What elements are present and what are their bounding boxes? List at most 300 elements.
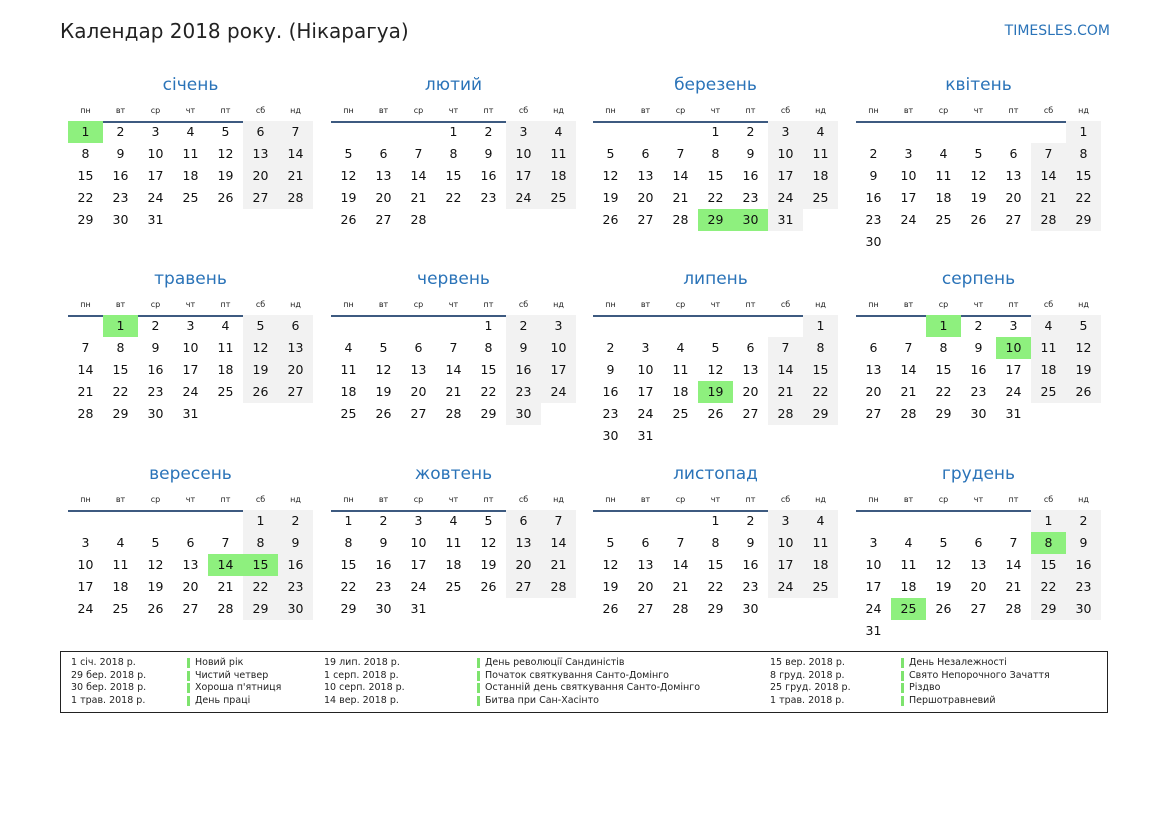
day-cell: 20 bbox=[375, 190, 392, 205]
day-cell: 13 bbox=[506, 532, 541, 554]
day-cell: 2 bbox=[379, 513, 388, 528]
day-cell: 20 bbox=[865, 384, 882, 399]
day-cell: 18 bbox=[803, 554, 838, 576]
day-cell: 30 bbox=[506, 403, 541, 425]
day-cell: 4 bbox=[344, 340, 353, 355]
weekday-label: вт bbox=[640, 106, 651, 115]
holiday-name: Останній день святкування Санто-Домінго bbox=[485, 682, 701, 694]
day-cell: 22 bbox=[480, 384, 497, 399]
day-cell: 19 bbox=[1066, 359, 1101, 381]
day-cell: 4 bbox=[541, 121, 576, 143]
holiday-day-cell: 14 bbox=[208, 554, 243, 576]
day-cell: 27 bbox=[637, 212, 654, 227]
day-cell: 12 bbox=[243, 337, 278, 359]
day-cell: 22 bbox=[707, 579, 724, 594]
day-cell: 29 bbox=[935, 406, 952, 421]
day-cell: 17 bbox=[768, 165, 803, 187]
day-cell: 30 bbox=[865, 234, 882, 249]
day-cell: 28 bbox=[1005, 601, 1022, 616]
day-cell: 1 bbox=[1066, 121, 1101, 143]
day-cell: 13 bbox=[243, 143, 278, 165]
holiday-day-cell: 29 bbox=[698, 209, 733, 231]
day-cell: 13 bbox=[637, 557, 654, 572]
weekday-label: нд bbox=[1078, 300, 1089, 309]
day-cell: 27 bbox=[410, 406, 427, 421]
holiday-marker bbox=[187, 658, 190, 668]
day-cell: 2 bbox=[116, 124, 125, 139]
day-cell: 16 bbox=[742, 168, 759, 183]
day-cell: 30 bbox=[742, 601, 759, 616]
day-cell: 28 bbox=[900, 406, 917, 421]
day-cell: 1 bbox=[711, 513, 720, 528]
day-cell: 20 bbox=[970, 579, 987, 594]
holiday-date: 1 серп. 2018 р. bbox=[324, 669, 399, 681]
day-cell: 5 bbox=[974, 146, 983, 161]
holiday-date: 1 трав. 2018 р. bbox=[71, 695, 146, 707]
day-cell: 1 bbox=[711, 124, 720, 139]
day-cell: 31 bbox=[637, 428, 654, 443]
weekday-label: ср bbox=[675, 300, 686, 309]
day-cell: 8 bbox=[939, 340, 948, 355]
day-cell: 12 bbox=[217, 146, 234, 161]
day-cell: 6 bbox=[974, 535, 983, 550]
day-cell: 21 bbox=[672, 190, 689, 205]
day-cell: 3 bbox=[641, 340, 650, 355]
day-cell: 14 bbox=[900, 362, 917, 377]
day-cell: 27 bbox=[742, 406, 759, 421]
weekday-label: чт bbox=[448, 106, 459, 115]
day-cell: 5 bbox=[379, 340, 388, 355]
day-cell: 5 bbox=[606, 535, 615, 550]
holiday-date: 29 бер. 2018 р. bbox=[71, 669, 147, 681]
day-cell: 16 bbox=[375, 557, 392, 572]
day-cell: 20 bbox=[243, 165, 278, 187]
day-cell: 27 bbox=[375, 212, 392, 227]
holiday-date: 1 січ. 2018 р. bbox=[71, 657, 136, 668]
day-cell: 21 bbox=[1031, 187, 1066, 209]
day-cell: 30 bbox=[602, 428, 619, 443]
weekday-label: нд bbox=[815, 106, 826, 115]
month-name: травень bbox=[154, 269, 227, 289]
day-cell: 28 bbox=[541, 576, 576, 598]
day-cell: 27 bbox=[243, 187, 278, 209]
holiday-legend bbox=[60, 651, 1108, 713]
day-cell: 27 bbox=[865, 406, 882, 421]
day-cell: 25 bbox=[803, 576, 838, 598]
day-cell: 19 bbox=[147, 579, 164, 594]
day-cell: 24 bbox=[768, 576, 803, 598]
weekday-label: чт bbox=[448, 300, 459, 309]
day-cell: 8 bbox=[484, 340, 493, 355]
weekday-label: сб bbox=[255, 300, 266, 309]
weekday-label: ср bbox=[675, 495, 686, 504]
holiday-date: 15 вер. 2018 р. bbox=[770, 657, 845, 668]
holiday-name: Різдво bbox=[909, 682, 941, 694]
day-cell: 7 bbox=[676, 535, 685, 550]
day-cell: 29 bbox=[112, 406, 129, 421]
weekday-label: нд bbox=[290, 300, 301, 309]
day-cell: 26 bbox=[602, 601, 619, 616]
weekday-label: пт bbox=[745, 495, 756, 504]
weekday-label: нд bbox=[815, 495, 826, 504]
day-cell: 21 bbox=[541, 554, 576, 576]
day-cell: 18 bbox=[1031, 359, 1066, 381]
day-cell: 7 bbox=[221, 535, 230, 550]
day-cell: 17 bbox=[77, 579, 94, 594]
day-cell: 4 bbox=[449, 513, 458, 528]
day-cell: 7 bbox=[904, 340, 913, 355]
day-cell: 8 bbox=[116, 340, 125, 355]
day-cell: 2 bbox=[869, 146, 878, 161]
day-cell: 24 bbox=[865, 601, 882, 616]
day-cell: 28 bbox=[1031, 209, 1066, 231]
day-cell: 30 bbox=[147, 406, 164, 421]
weekday-label: вт bbox=[640, 495, 651, 504]
day-cell: 4 bbox=[116, 535, 125, 550]
day-cell: 16 bbox=[602, 384, 619, 399]
day-cell: 23 bbox=[602, 406, 619, 421]
weekday-label: ср bbox=[675, 106, 686, 115]
day-cell: 22 bbox=[445, 190, 462, 205]
day-cell: 17 bbox=[1005, 362, 1022, 377]
day-cell: 31 bbox=[410, 601, 427, 616]
holiday-date: 30 бер. 2018 р. bbox=[71, 682, 147, 694]
weekday-label: нд bbox=[553, 300, 564, 309]
day-cell: 11 bbox=[900, 557, 917, 572]
holiday-date: 25 груд. 2018 р. bbox=[770, 682, 851, 694]
day-cell: 10 bbox=[900, 168, 917, 183]
day-cell: 22 bbox=[243, 576, 278, 598]
day-cell: 11 bbox=[182, 146, 199, 161]
day-cell: 22 bbox=[77, 190, 94, 205]
holiday-marker bbox=[477, 658, 480, 668]
holiday-name: Першотравневий bbox=[909, 695, 996, 707]
day-cell: 23 bbox=[278, 576, 313, 598]
day-cell: 20 bbox=[182, 579, 199, 594]
day-cell: 16 bbox=[865, 190, 882, 205]
day-cell: 22 bbox=[340, 579, 357, 594]
day-cell: 8 bbox=[243, 532, 278, 554]
weekday-label: чт bbox=[448, 495, 459, 504]
day-cell: 16 bbox=[1066, 554, 1101, 576]
day-cell: 21 bbox=[410, 190, 427, 205]
day-cell: 8 bbox=[344, 535, 353, 550]
day-cell: 31 bbox=[147, 212, 164, 227]
day-cell: 28 bbox=[77, 406, 94, 421]
day-cell: 15 bbox=[480, 362, 497, 377]
day-cell: 6 bbox=[186, 535, 195, 550]
day-cell: 14 bbox=[1005, 557, 1022, 572]
day-cell: 25 bbox=[541, 187, 576, 209]
day-cell: 28 bbox=[672, 601, 689, 616]
weekday-label: пт bbox=[745, 300, 756, 309]
weekday-label: нд bbox=[553, 495, 564, 504]
weekday-label: сб bbox=[255, 106, 266, 115]
day-cell: 3 bbox=[541, 315, 576, 337]
day-cell: 21 bbox=[672, 579, 689, 594]
day-cell: 1 bbox=[803, 315, 838, 337]
day-cell: 23 bbox=[375, 579, 392, 594]
weekday-label: сб bbox=[1043, 300, 1054, 309]
day-cell: 13 bbox=[1005, 168, 1022, 183]
weekday-label: пн bbox=[605, 300, 616, 309]
day-cell: 18 bbox=[803, 165, 838, 187]
day-cell: 11 bbox=[340, 362, 357, 377]
day-cell: 21 bbox=[900, 384, 917, 399]
day-cell: 12 bbox=[602, 557, 619, 572]
day-cell: 11 bbox=[445, 535, 462, 550]
day-cell: 21 bbox=[1005, 579, 1022, 594]
day-cell: 5 bbox=[606, 146, 615, 161]
day-cell: 23 bbox=[742, 190, 759, 205]
day-cell: 18 bbox=[217, 362, 234, 377]
day-cell: 2 bbox=[746, 124, 755, 139]
day-cell: 15 bbox=[340, 557, 357, 572]
day-cell: 14 bbox=[672, 168, 689, 183]
day-cell: 1 bbox=[1031, 510, 1066, 532]
day-cell: 9 bbox=[379, 535, 388, 550]
day-cell: 5 bbox=[344, 146, 353, 161]
holiday-name: Хороша п'ятниця bbox=[195, 682, 282, 694]
day-cell: 12 bbox=[480, 535, 497, 550]
day-cell: 12 bbox=[935, 557, 952, 572]
day-cell: 7 bbox=[449, 340, 458, 355]
weekday-label: пт bbox=[220, 106, 231, 115]
day-cell: 7 bbox=[414, 146, 423, 161]
weekday-label: сб bbox=[518, 106, 529, 115]
day-cell: 28 bbox=[445, 406, 462, 421]
day-cell: 25 bbox=[217, 384, 234, 399]
day-cell: 24 bbox=[506, 187, 541, 209]
day-cell: 13 bbox=[970, 557, 987, 572]
weekday-label: ср bbox=[150, 300, 161, 309]
day-cell: 28 bbox=[672, 212, 689, 227]
weekday-label: сб bbox=[518, 495, 529, 504]
day-cell: 24 bbox=[410, 579, 427, 594]
day-cell: 14 bbox=[541, 532, 576, 554]
day-cell: 19 bbox=[217, 168, 234, 183]
holiday-day-cell: 1 bbox=[68, 121, 103, 143]
holiday-day-cell: 19 bbox=[698, 381, 733, 403]
day-cell: 26 bbox=[970, 212, 987, 227]
day-cell: 24 bbox=[541, 381, 576, 403]
day-cell: 2 bbox=[484, 124, 493, 139]
day-cell: 23 bbox=[112, 190, 129, 205]
day-cell: 6 bbox=[869, 340, 878, 355]
day-cell: 22 bbox=[1031, 576, 1066, 598]
weekday-label: сб bbox=[780, 300, 791, 309]
day-cell: 28 bbox=[410, 212, 427, 227]
day-cell: 31 bbox=[182, 406, 199, 421]
day-cell: 29 bbox=[77, 212, 94, 227]
day-cell: 12 bbox=[147, 557, 164, 572]
day-cell: 23 bbox=[970, 384, 987, 399]
weekday-label: вт bbox=[115, 106, 126, 115]
day-cell: 26 bbox=[480, 579, 497, 594]
day-cell: 26 bbox=[217, 190, 234, 205]
day-cell: 30 bbox=[375, 601, 392, 616]
day-cell: 12 bbox=[970, 168, 987, 183]
day-cell: 29 bbox=[480, 406, 497, 421]
holiday-marker bbox=[477, 683, 480, 693]
day-cell: 27 bbox=[970, 601, 987, 616]
day-cell: 17 bbox=[637, 384, 654, 399]
day-cell: 6 bbox=[278, 315, 313, 337]
day-cell: 18 bbox=[672, 384, 689, 399]
day-cell: 10 bbox=[865, 557, 882, 572]
day-cell: 11 bbox=[672, 362, 689, 377]
day-cell: 25 bbox=[672, 406, 689, 421]
weekday-label: пн bbox=[343, 106, 354, 115]
holiday-marker bbox=[187, 671, 190, 681]
holiday-date: 19 лип. 2018 р. bbox=[324, 657, 400, 668]
day-cell: 13 bbox=[865, 362, 882, 377]
day-cell: 8 bbox=[1066, 143, 1101, 165]
day-cell: 2 bbox=[151, 318, 160, 333]
day-cell: 5 bbox=[711, 340, 720, 355]
weekday-label: чт bbox=[185, 495, 196, 504]
day-cell: 3 bbox=[186, 318, 195, 333]
day-cell: 4 bbox=[186, 124, 195, 139]
day-cell: 8 bbox=[449, 146, 458, 161]
day-cell: 15 bbox=[1031, 554, 1066, 576]
weekday-label: вт bbox=[115, 300, 126, 309]
weekday-label: пн bbox=[868, 495, 879, 504]
day-cell: 21 bbox=[217, 579, 234, 594]
day-cell: 15 bbox=[803, 359, 838, 381]
day-cell: 14 bbox=[1031, 165, 1066, 187]
day-cell: 19 bbox=[602, 190, 619, 205]
weekday-label: ср bbox=[413, 106, 424, 115]
month-name: грудень bbox=[941, 464, 1016, 484]
weekday-label: пт bbox=[220, 300, 231, 309]
weekday-label: нд bbox=[1078, 106, 1089, 115]
weekday-label: пт bbox=[483, 495, 494, 504]
day-cell: 15 bbox=[707, 168, 724, 183]
day-cell: 5 bbox=[243, 315, 278, 337]
weekday-label: пн bbox=[80, 495, 91, 504]
day-cell: 13 bbox=[410, 362, 427, 377]
day-cell: 20 bbox=[278, 359, 313, 381]
day-cell: 19 bbox=[375, 384, 392, 399]
day-cell: 9 bbox=[869, 168, 878, 183]
day-cell: 24 bbox=[637, 406, 654, 421]
day-cell: 9 bbox=[974, 340, 983, 355]
weekday-label: чт bbox=[973, 300, 984, 309]
day-cell: 3 bbox=[768, 121, 803, 143]
day-cell: 15 bbox=[77, 168, 94, 183]
day-cell: 16 bbox=[742, 557, 759, 572]
day-cell: 26 bbox=[147, 601, 164, 616]
day-cell: 26 bbox=[340, 212, 357, 227]
day-cell: 2 bbox=[506, 315, 541, 337]
day-cell: 30 bbox=[1066, 598, 1101, 620]
day-cell: 22 bbox=[935, 384, 952, 399]
holiday-date: 8 груд. 2018 р. bbox=[770, 669, 845, 681]
day-cell: 7 bbox=[81, 340, 90, 355]
weekday-label: чт bbox=[710, 495, 721, 504]
day-cell: 2 bbox=[746, 513, 755, 528]
day-cell: 24 bbox=[1005, 384, 1022, 399]
day-cell: 16 bbox=[970, 362, 987, 377]
day-cell: 19 bbox=[935, 579, 952, 594]
weekday-label: сб bbox=[1043, 495, 1054, 504]
day-cell: 27 bbox=[182, 601, 199, 616]
holiday-day-cell: 1 bbox=[926, 315, 961, 337]
day-cell: 20 bbox=[637, 190, 654, 205]
day-cell: 25 bbox=[1031, 381, 1066, 403]
day-cell: 11 bbox=[217, 340, 234, 355]
weekday-label: ср bbox=[413, 495, 424, 504]
day-cell: 6 bbox=[243, 121, 278, 143]
day-cell: 7 bbox=[541, 510, 576, 532]
weekday-label: пн bbox=[605, 106, 616, 115]
day-cell: 6 bbox=[1009, 146, 1018, 161]
day-cell: 26 bbox=[602, 212, 619, 227]
day-cell: 30 bbox=[112, 212, 129, 227]
holiday-date: 14 вер. 2018 р. bbox=[324, 695, 399, 707]
day-cell: 4 bbox=[221, 318, 230, 333]
day-cell: 14 bbox=[77, 362, 94, 377]
day-cell: 31 bbox=[1005, 406, 1022, 421]
page-title: Календар 2018 року. (Нікарагуа) bbox=[60, 19, 409, 43]
weekday-label: вт bbox=[115, 495, 126, 504]
brand-link[interactable]: TIMESLES.COM bbox=[1004, 23, 1110, 39]
holiday-name: Чистий четвер bbox=[195, 669, 269, 681]
day-cell: 1 bbox=[484, 318, 493, 333]
day-cell: 6 bbox=[746, 340, 755, 355]
day-cell: 13 bbox=[742, 362, 759, 377]
day-cell: 6 bbox=[641, 146, 650, 161]
day-cell: 26 bbox=[243, 381, 278, 403]
day-cell: 16 bbox=[480, 168, 497, 183]
weekday-label: вт bbox=[378, 106, 389, 115]
month-name: вересень bbox=[149, 464, 232, 484]
day-cell: 17 bbox=[182, 362, 199, 377]
holiday-date: 1 трав. 2018 р. bbox=[770, 695, 845, 707]
day-cell: 25 bbox=[112, 601, 129, 616]
day-cell: 29 bbox=[803, 403, 838, 425]
weekday-label: вт bbox=[640, 300, 651, 309]
day-cell: 31 bbox=[865, 623, 882, 638]
day-cell: 11 bbox=[541, 143, 576, 165]
day-cell: 11 bbox=[935, 168, 952, 183]
day-cell: 4 bbox=[1031, 315, 1066, 337]
day-cell: 3 bbox=[904, 146, 913, 161]
holiday-marker bbox=[901, 671, 904, 681]
day-cell: 29 bbox=[1066, 209, 1101, 231]
day-cell: 19 bbox=[970, 190, 987, 205]
day-cell: 12 bbox=[340, 168, 357, 183]
weekday-label: пн bbox=[343, 300, 354, 309]
weekday-label: вт bbox=[903, 300, 914, 309]
day-cell: 29 bbox=[340, 601, 357, 616]
day-cell: 23 bbox=[147, 384, 164, 399]
day-cell: 23 bbox=[1066, 576, 1101, 598]
weekday-label: чт bbox=[710, 300, 721, 309]
day-cell: 10 bbox=[410, 535, 427, 550]
weekday-label: чт bbox=[973, 106, 984, 115]
day-cell: 17 bbox=[506, 165, 541, 187]
day-cell: 4 bbox=[939, 146, 948, 161]
day-cell: 14 bbox=[410, 168, 427, 183]
day-cell: 14 bbox=[278, 143, 313, 165]
day-cell: 5 bbox=[939, 535, 948, 550]
day-cell: 10 bbox=[506, 143, 541, 165]
day-cell: 17 bbox=[900, 190, 917, 205]
weekday-label: сб bbox=[780, 106, 791, 115]
day-cell: 4 bbox=[904, 535, 913, 550]
